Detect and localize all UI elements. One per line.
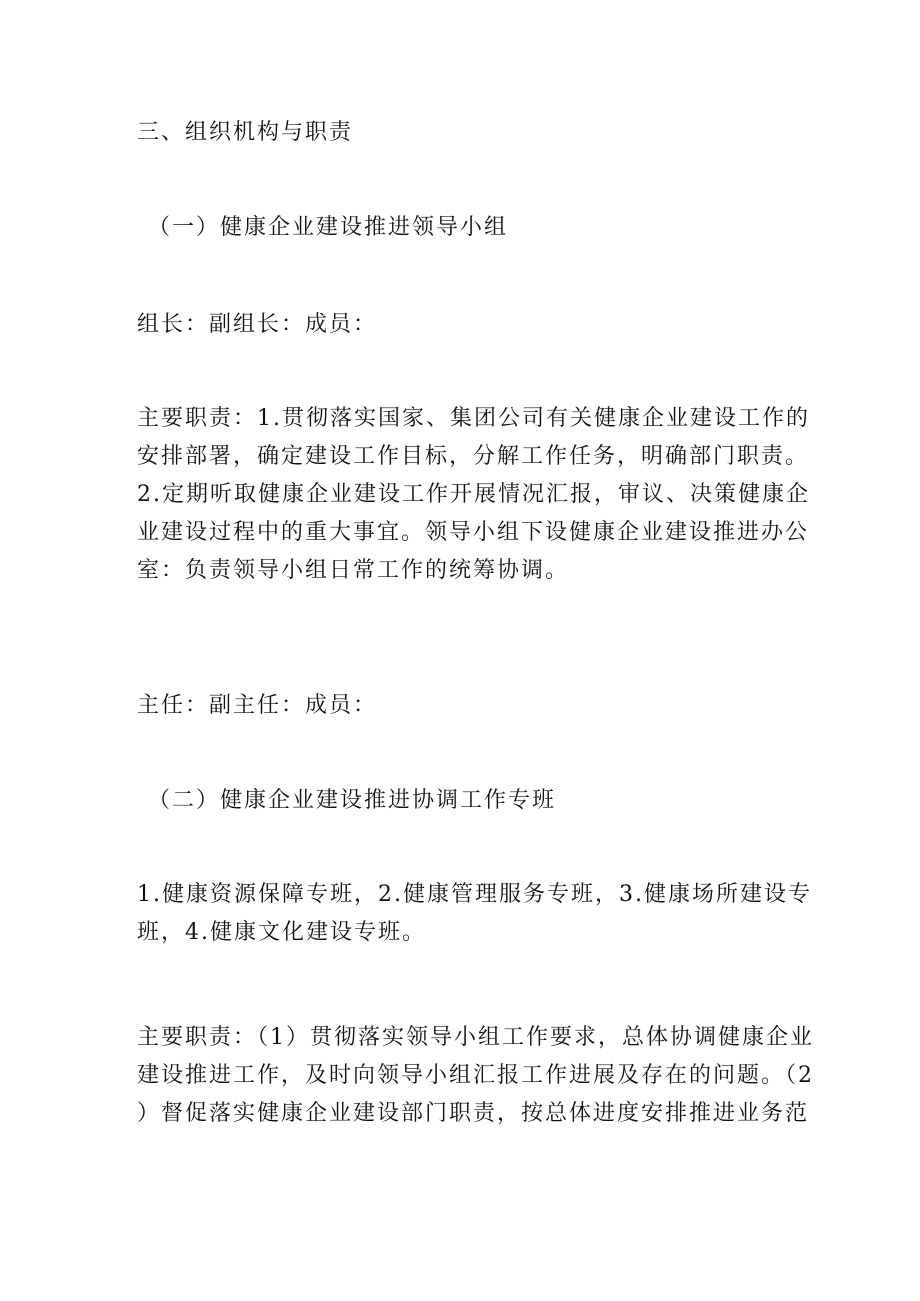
teams-line: 班，4.健康文化建设专班。	[137, 920, 426, 945]
duties-1-line: 2.定期听取健康企业建设工作开展情况汇报，审议、决策健康企	[137, 482, 810, 507]
duties-1-line: 安排部署，确定建设工作目标，分解工作任务，明确部门职责。	[137, 444, 810, 469]
teams-line: 1.健康资源保障专班，2.健康管理服务专班，3.健康场所建设专	[137, 882, 812, 907]
duties-paragraph-2	[137, 1019, 814, 1133]
subsection-heading-1-text: （一）健康企业建设推进领导小组	[148, 215, 509, 240]
duties-1-line: 主要职责：1.贯彻落实国家、集团公司有关健康企业建设工作的	[137, 406, 810, 431]
duties-1-line: 室：负责领导小组日常工作的统筹协调。	[137, 558, 570, 583]
section-heading-text: 三、组织机构与职责	[137, 120, 354, 145]
leadership-line-1	[137, 306, 789, 344]
subsection-heading-2	[148, 782, 800, 820]
leadership-line-1-text: 组长：副组长：成员：	[137, 312, 378, 337]
teams-paragraph	[137, 876, 812, 952]
duties-2-line: 建设推进工作，及时向领导小组汇报工作进展及存在的问题。（2	[137, 1063, 814, 1088]
section-heading	[137, 114, 789, 152]
duties-2-line: ）督促落实健康企业建设部门职责，按总体进度安排推进业务范	[137, 1101, 810, 1126]
leadership-line-2-text: 主任：副主任：成员：	[137, 693, 378, 718]
leadership-line-2	[137, 687, 789, 725]
duties-paragraph-1	[137, 400, 810, 590]
duties-1-line: 业建设过程中的重大事宜。领导小组下设健康企业建设推进办公	[137, 520, 810, 545]
subsection-heading-2-text: （二）健康企业建设推进协调工作专班	[148, 788, 557, 813]
duties-2-line: 主要职责：（1）贯彻落实领导小组工作要求，总体协调健康企业	[137, 1025, 814, 1050]
subsection-heading-1	[148, 209, 800, 247]
